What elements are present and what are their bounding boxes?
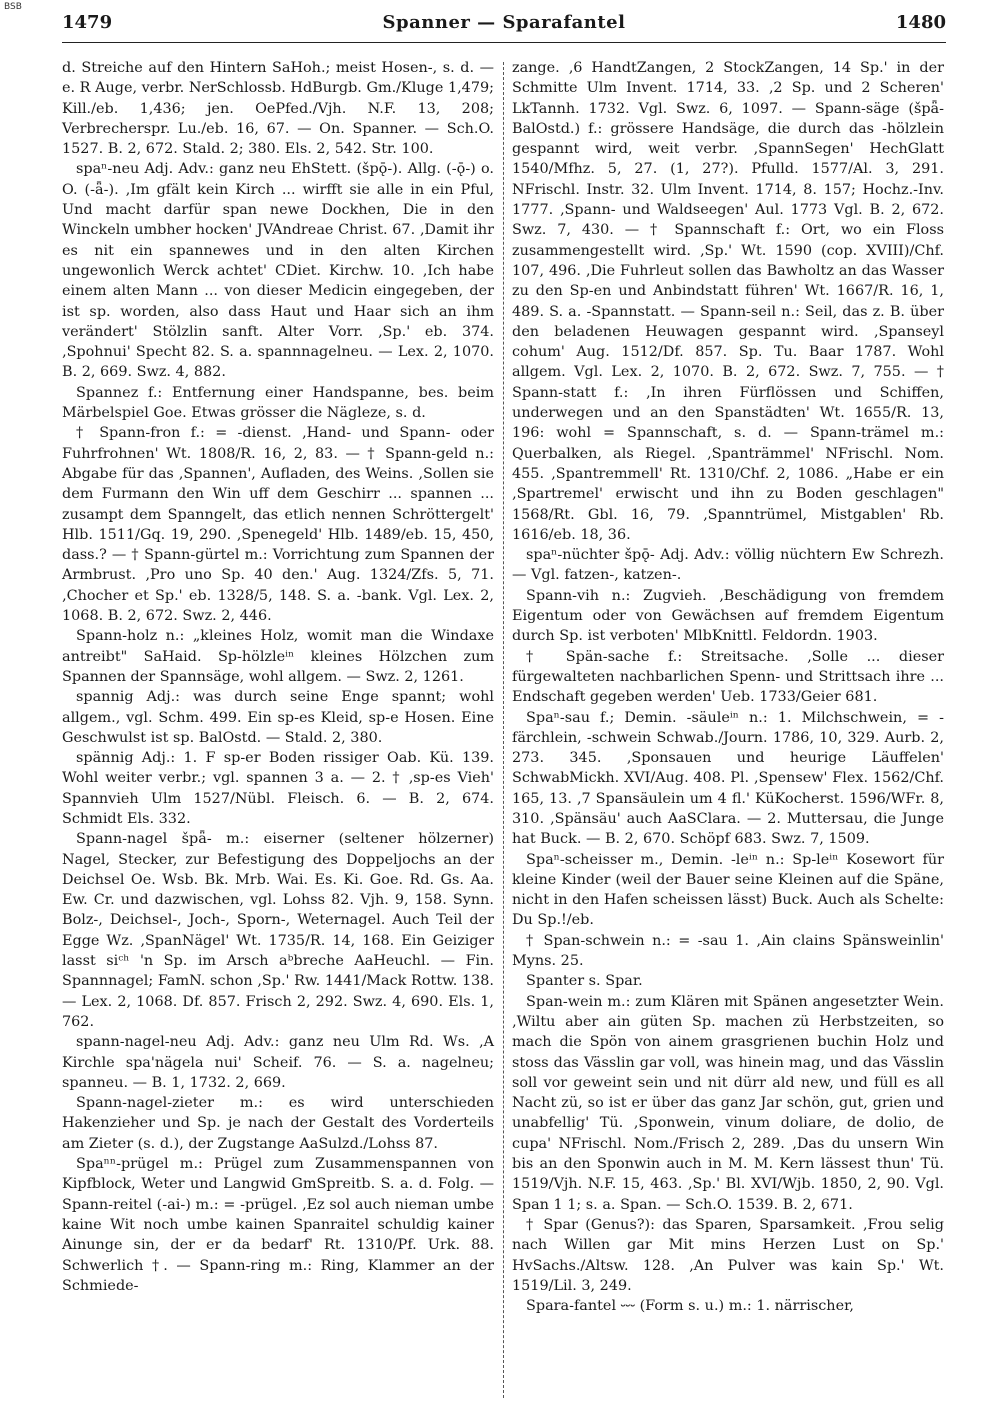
page-number-right: 1480: [895, 12, 946, 33]
entry-paragraph: spaⁿ-neu Adj. Adv.: ganz neu EhStett. (špǭ-). Allg. (-ǭ-) o. O. (-ǟ-). ‚Im gfält kein Kirch ... wirfft sie alle in ein Pful, Und macht darfür span newe Dockhen, Die in den Winckeln umbher hocken' JVAndreae Christ. 67. ‚Damit ihr es nit ein spannewes und in den alten Kirchen ungewonlich Werck achtet' CDiet. Kirchw. 10. ‚Ich habe einem alten Mann ... von dieser Medicin eingegeben, der ist sp. worden, also dass Haut und Haar sich an ihm verändert' Stölzlin sanft. Alter Vorr. ‚Sp.' eb. 374. ‚Spohnui' Specht 82. S. a. spannnagelneu. — Lex. 2, 1070. B. 2, 669. Swz. 4, 882.: [62, 161, 494, 381]
left-column: [62, 58, 494, 1296]
entry-paragraph: Spara-fantel ⏑⏑⏑ (Form s. u.) m.: 1. närrischer,: [526, 1298, 854, 1315]
entry-paragraph: zange. ‚6 HandtZangen, 2 StockZangen, 14 Sp.' in der Schmitte Ulm Invent. 1714, 33. ‚2 Sp. und 2 Scheren' LkTannh. 1732. Vgl. Swz. 6, 1097. — Spann-säge (špǟ- BalOstd.) f.: grössere Handsäge, die durch das -hölzlein gespannt wird, weit verbr. ‚SpannSegen' HechGlatt 1540/Mfhz. 5, 27. (1, 27?). Pfulld. 1577/Al. 3, 291. NFrischl. Instr. 32. Ulm Invent. 1714, 8. 157; Hochz.-Inv. 1777. ‚Spann- und Waldseegen' Aul. 1773 Vgl. B. 2, 672. Swz. 7, 430. — † Spannschaft f.: Ort, wo ein Floss zusammengestellt wird. ‚Sp.' Wt. 1590 (cop. XVIII)/Chf. 107, 496. ‚Die Fuhrleut sollen das Bawholtz an das Wasser zu den Sp-en und Anbindstatt führen' Wt. 1667/R. 16, 1, 489. S. a. -Spannstatt. — Spann-seil n.: Seil, das z. B. über den beladenen Heuwagen gespannt wird. ‚Spanseyl cohum' Aug. 1512/Df. 857. Sp. Tu. Baar 1787. Wohl allgem. Vgl. Lex. 2, 1070. B. 2, 672. Swz. 7, 755. — † Spann-statt f.: ‚In ihren Fürflössen und Schiffen, underwegen und an den Spanstädten' Wt. 1655/R. 13, 196: wohl = Spannschaft, s. d. — Spann-trämel m.: Querbalken, als Riegel. ‚Spanträmmel' NFrischl. Nom. 455. ‚Spantremmell' Rt. 1310/Chf. 2, 1086. „Habe er ein ‚Spartremel' erwischt und ihn zu Boden geschlagen" 1568/Rt. Gbl. 16, 79. ‚Spanntrümel, Mistgablen' Rb. 1616/eb. 18, 36.: [512, 60, 944, 543]
entry-paragraph: Spannez f.: Entfernung einer Handspanne, bes. beim Märbelspiel Goe. Etwas grösser die Nägleze, s. d.: [62, 384, 494, 422]
entry-paragraph: † Spän-sache f.: Streitsache. ‚Solle ... dieser fürgewalteten nachbarlichen Spenn- und Strittsach ihre ... Endschaft gegeben werden' Ueb. 1733/Geier 681.: [512, 648, 944, 706]
entry-paragraph: Spaⁿ-scheisser m., Demin. -leⁱⁿ n.: Sp-leⁱⁿ Kosewort für kleine Kinder (weil der Bauer seine Kleinen auf die Späne, nicht in den Hafen scheissen lässt) Buck. Auch als Schelte: Du Sp.!/eb.: [512, 851, 944, 929]
entry-paragraph: Span-wein m.: zum Klären mit Spänen angesetzter Wein. ‚Wiltu aber ain güten Sp. machen zü Herbstzeiten, so mach die Spön von ainem grasgrienen buchin Holz und stoss das Vässlin gar voll, was hinein mag, und das Vässlin soll vor geweint sein und nit dürr ald new, und füll es all Nacht zü, so ist er über das ganz Jar schön, gut, grien und unabfellig' Tü. ‚Sponwein, vinum doliare, de dolio, de cupa' NFrischl. Nom./Frisch 2, 289. ‚Das du unsern Win bis an den Sponwin auch in M. M. Kern lässest thun' Tü. 1519/Vjh. N.F. 15, 463. ‚Sp.' Bl. XVI/Wjb. 1850, 2, 90. Vgl. Span 1 1; s. a. Span. — Sch.O. 1539. B. 2, 671.: [512, 993, 944, 1213]
page-number-left: 1479: [62, 12, 113, 33]
entry-paragraph: † Spar (Genus?): das Sparen, Sparsamkeit. ‚Frou selig nach Willen gar Mit mins Herzen Lust on Sp.' HvSachs./Altsw. 128. ‚An Pulver was kain Sp.' Wt. 1519/Lil. 3, 249.: [512, 1216, 944, 1294]
entry-paragraph: Spaⁿ-sau f.; Demin. -säuleⁱⁿ n.: 1. Milchschwein, = -färchlein, -schwein Schwab./Journ. 1786, 10, 329. Aurb. 2, 273. 345. ‚Sponsauen und heurige Läuffelen' SchwabMickh. XVI/Aug. 408. Pl. ‚Spensew' Flex. 1562/Chf. 165, 13. ‚7 Spansäulein um 4 fl.' KüKocherst. 1596/WFr. 8, 310. ‚Spänsäu' auch AaSClara. — 2. Muttersau, die Junge hat Buck. — B. 2, 670. Schöpf 683. Swz. 7, 1509.: [512, 709, 944, 848]
entry-paragraph: Spann-holz n.: „kleines Holz, womit man die Windaxe antreibt" SaHaid. Sp-hölzleⁱⁿ kleines Hölzchen zum Spannen der Spannsäge, wohl allgem. — Swz. 2, 1261.: [62, 628, 494, 685]
page-header: [62, 12, 946, 42]
entry-paragraph: spaⁿ-nüchter špǭ- Adj. Adv.: völlig nüchtern Ew Schrezh. — Vgl. fatzen-, katzen-.: [512, 547, 944, 584]
column-divider: [503, 62, 504, 1398]
entry-paragraph: † Span-schwein n.: = -sau 1. ‚Ain clains Spänsweinlin' Myns. 25.: [512, 932, 944, 970]
entry-paragraph: Spann-nagel-zieter m.: es wird unterschieden Hakenzieher und Sp. je nach der Gestalt des Vorderteils am Zieter (s. d.), der Zugstange AaSulzd./Lohss 87.: [62, 1095, 494, 1152]
entry-paragraph: spann-nagel-neu Adj. Adv.: ganz neu Ulm Rd. Ws. ‚A Kirchle spa'nägela nui' Scheif. 76. — S. a. nagelneu; spanneu. — B. 1, 1732. 2, 669.: [62, 1034, 494, 1091]
entry-paragraph: Spann-nagel špǟ- m.: eiserner (seltener hölzerner) Nagel, Stecker, zur Befestigung des Doppeljochs an der Deichsel Oe. Wsb. Bk. Mrb. Wai. Es. Ki. Goe. Rd. Gs. Aa. Ew. Cr. und dazwischen, vgl. Lohss 82. Vjh. 9, 158. Synn. Bolz-, Deichsel-, Joch-, Sporn-, Weternagel. Auch Teil der Egge Wz. ‚SpanNägel' Wt. 1735/R. 14, 168. Ein Geiziger lasst siᶜʰ 'n Sp. im Arsch aᵇbreche AaHeuchl. — Fin. Spannnagel; FamN. schon ‚Sp.' Rw. 1441/Mack Rottw. 138. — Lex. 2, 1068. Df. 857. Frisch 2, 292. Swz. 4, 690. Els. 1, 762.: [62, 831, 494, 1030]
entry-paragraph: spännig Adj.: 1. F sp-er Boden rissiger Oab. Kü. 139. Wohl weiter verbr.; vgl. spannen 3 a. — 2. † ‚sp-es Vieh' Spannvieh Ulm 1527/Nübl. Fleisch. 6. — B. 2, 674. Schmidt Els. 332.: [62, 750, 494, 827]
header-rule: [62, 42, 946, 43]
running-title: Spanner — Sparafantel: [382, 12, 626, 33]
entry-paragraph: Spaⁿⁿ-prügel m.: Prügel zum Zusammenspannen von Kipfblock, Weter und Langwid GmSpreitb. S. a. d. Folg. — Spann-reitel (-ai-) m.: = -prügel. ‚Ez sol auch nieman umbe kaine Wit noch umbe kainen Spanraitel schuldig kainer Ainunge sin, der er da bedarf' Rt. 1310/Pf. Urk. 88. Schwerlich †. — Spann-ring m.: Ring, Klammer an der Schmiede-: [62, 1156, 494, 1294]
entry-paragraph: † Spann-fron f.: = -dienst. ‚Hand- und Spann- oder Fuhrfrohnen' Wt. 1808/R. 16, 2, 83. — † Spann-geld n.: Abgabe für das ‚Spannen', Aufladen, des Weins. ‚Sollen sie dem Furmann den Win uff dem Geschirr ... spannen ... zusampt dem Spanngelt, das etlich nennen Schröttergelt' Hlb. 1511/Gq. 19, 290. ‚Spenegeld' Hlb. 1489/eb. 15, 450, dass.? — † Spann-gürtel m.: Vorrichtung zum Spannen der Armbrust. ‚Pro uno Sp. 40 den.' Aug. 1324/Zfs. 5, 71. ‚Chocher et Sp.' eb. 1328/5, 148. S. a. -bank. Vgl. Lex. 2, 1068. B. 2, 672. Swz. 2, 446.: [62, 425, 494, 625]
right-column: [512, 58, 944, 1316]
entry-paragraph: spannig Adj.: was durch seine Enge spannt; wohl allgem., vgl. Schm. 499. Ein sp-es Kleid, sp-e Hosen. Eine Geschwulst ist sp. BalOstd. — Stald. 2, 380.: [62, 689, 494, 746]
entry-paragraph: d. Streiche auf den Hintern SaHoh.; meist Hosen-, s. d. — e. R Auge, verbr. NerSchlossb. HdBurgb. Gm./Kluge 1,479; Kill./eb. 1,436; jen. OePfed./Vjh. N.F. 13, 208; Verbrecherspr. Lu./eb. 16, 67. — On. Spanner. — Sch.O. 1527. B. 2, 672. Stald. 2; 380. Els. 2, 542. Str. 100.: [62, 60, 494, 158]
entry-paragraph: Spanter s. Spar.: [526, 973, 643, 990]
entry-paragraph: Spann-vih n.: Zugvieh. ‚Beschädigung von fremdem Eigentum oder von Gewächsen auf fremdem Eigentum durch Sp. ist verboten' MlbKnittl. Feldordn. 1903.: [512, 587, 944, 645]
library-stamp: BSB: [4, 2, 22, 12]
